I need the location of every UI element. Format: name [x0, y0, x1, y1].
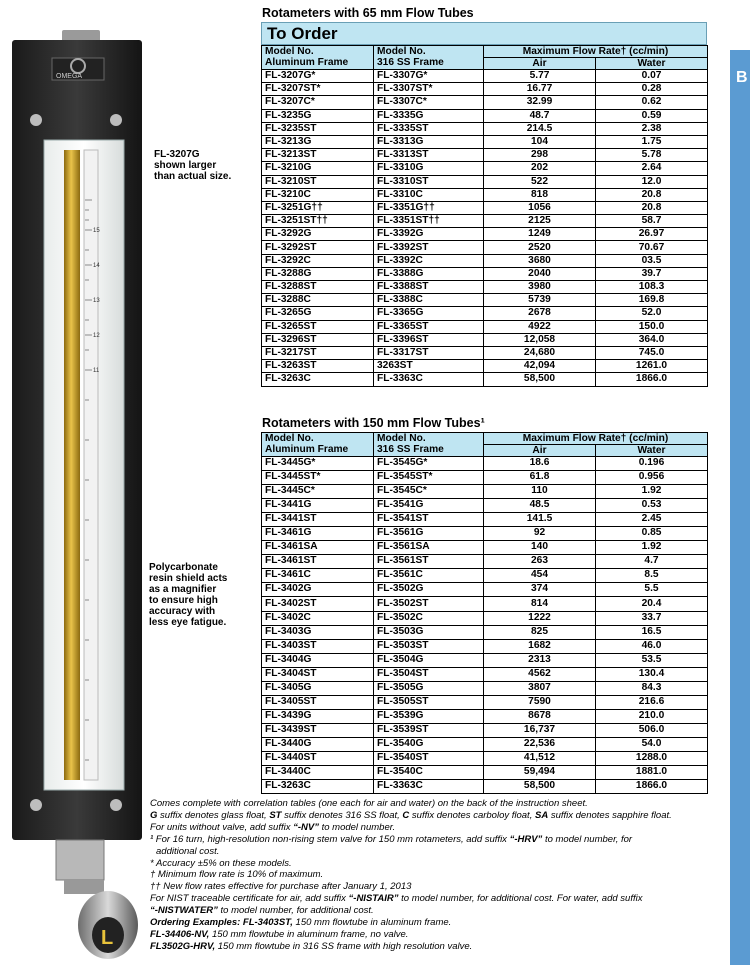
cell-water-flow: 1261.0	[596, 360, 708, 373]
cell-air-flow: 22,536	[484, 737, 596, 751]
table-row	[262, 639, 708, 653]
scale-label: 15	[93, 228, 100, 234]
cell-water-flow: 16.5	[596, 625, 708, 639]
cell-water-flow: 0.59	[596, 109, 708, 122]
cell-water-flow: 8.5	[596, 569, 708, 583]
cell-model-aluminum: FL-3288G	[262, 267, 374, 280]
table-row	[262, 513, 708, 527]
note-min-flow: † Minimum flow rate is 10% of maximum.	[150, 869, 324, 881]
cell-model-ss: FL-3335ST	[374, 122, 484, 135]
cell-model-ss: FL-3561C	[374, 569, 484, 583]
table-row	[262, 485, 708, 499]
section-65-title: Rotameters with 65 mm Flow Tubes	[262, 6, 474, 20]
table-row	[262, 555, 708, 569]
cell-air-flow: 2313	[484, 653, 596, 667]
note-new-rates: †† New flow rates effective for purchase after January 1, 2013	[150, 881, 412, 893]
knob-letter: L	[101, 927, 114, 949]
table-row	[262, 527, 708, 541]
cell-water-flow: 5.78	[596, 149, 708, 162]
cell-model-ss: FL-3502ST	[374, 597, 484, 611]
cell-water-flow: 0.28	[596, 83, 708, 96]
cell-model-aluminum: FL-3441ST	[262, 513, 374, 527]
cell-water-flow: 0.196	[596, 457, 708, 471]
cell-air-flow: 1056	[484, 201, 596, 214]
cell-model-ss: FL-3545ST*	[374, 471, 484, 485]
cell-air-flow: 374	[484, 583, 596, 597]
section-150-title: Rotameters with 150 mm Flow Tubes¹	[262, 416, 485, 430]
cell-model-ss: FL-3351ST††	[374, 215, 484, 228]
cell-model-ss: FL-3307ST*	[374, 83, 484, 96]
cell-water-flow: 70.67	[596, 241, 708, 254]
cell-model-ss: FL-3392G	[374, 228, 484, 241]
to-order-header: To Order	[261, 22, 707, 45]
cell-air-flow: 4562	[484, 667, 596, 681]
cell-model-aluminum: FL-3404G	[262, 653, 374, 667]
cell-water-flow: 0.62	[596, 96, 708, 109]
cell-model-ss: FL-3561SA	[374, 541, 484, 555]
screw-icon	[110, 799, 122, 811]
table-row	[262, 569, 708, 583]
cell-water-flow: 1.92	[596, 485, 708, 499]
cell-model-aluminum: FL-3445C*	[262, 485, 374, 499]
cell-air-flow: 1249	[484, 228, 596, 241]
cell-model-aluminum: FL-3292G	[262, 228, 374, 241]
cell-air-flow: 18.6	[484, 457, 596, 471]
cell-model-aluminum: FL-3292ST	[262, 241, 374, 254]
table-row	[262, 149, 708, 162]
cell-model-aluminum: FL-3235G	[262, 109, 374, 122]
cell-water-flow: 20.8	[596, 188, 708, 201]
cell-air-flow: 16.77	[484, 83, 596, 96]
table-row	[262, 541, 708, 555]
cell-air-flow: 59,494	[484, 766, 596, 780]
cell-water-flow: 745.0	[596, 346, 708, 359]
cell-model-ss: FL-3502G	[374, 583, 484, 597]
cell-water-flow: 20.8	[596, 201, 708, 214]
caption-shield: Polycarbonate resin shield acts as a magnifier to ensure high accuracy with less eye fatigue.	[149, 562, 228, 628]
cell-air-flow: 58,500	[484, 373, 596, 386]
cell-model-aluminum: FL-3207G*	[262, 70, 374, 83]
table-row	[262, 109, 708, 122]
cell-model-aluminum: FL-3265G	[262, 307, 374, 320]
cell-model-aluminum: FL-3461ST	[262, 555, 374, 569]
cell-air-flow: 16,737	[484, 723, 596, 737]
cell-model-aluminum: FL-3210G	[262, 162, 374, 175]
cell-model-ss: FL-3503ST	[374, 639, 484, 653]
table-row	[262, 281, 708, 294]
table-row	[262, 201, 708, 214]
col-header-flow: Maximum Flow Rate† (cc/min)	[484, 46, 708, 58]
note-correlation: Comes complete with correlation tables (one each for air and water) on the back of the instruction sheet.	[150, 798, 588, 809]
cell-model-ss: FL-3540G	[374, 737, 484, 751]
note-suffixes: G suffix denotes glass float, ST suffix denotes 316 SS float, C suffix denotes carboloy float, SA suffix denotes sapphire float.	[150, 809, 672, 821]
cell-model-aluminum: FL-3403ST	[262, 639, 374, 653]
cell-model-aluminum: FL-3402ST	[262, 597, 374, 611]
note-ordering-1: Ordering Examples: FL-3403ST, 150 mm flowtube in aluminum frame.	[150, 917, 452, 929]
table-row	[262, 625, 708, 639]
note-accuracy: * Accuracy ±5% on these models.	[150, 857, 292, 869]
cell-water-flow: 0.53	[596, 499, 708, 513]
cell-water-flow: 1866.0	[596, 780, 708, 794]
table-row	[262, 320, 708, 333]
cell-model-aluminum: FL-3402G	[262, 583, 374, 597]
footnotes	[150, 798, 750, 953]
cell-air-flow: 522	[484, 175, 596, 188]
cell-model-aluminum: FL-3441G	[262, 499, 374, 513]
cell-model-aluminum: FL-3403G	[262, 625, 374, 639]
cell-model-ss: FL-3540C	[374, 766, 484, 780]
cell-air-flow: 2678	[484, 307, 596, 320]
cell-model-ss: FL-3363C	[374, 373, 484, 386]
table-row	[262, 96, 708, 109]
cell-water-flow: 4.7	[596, 555, 708, 569]
cell-water-flow: 54.0	[596, 737, 708, 751]
cell-air-flow: 2040	[484, 267, 596, 280]
cell-model-aluminum: FL-3405ST	[262, 695, 374, 709]
table-row	[262, 267, 708, 280]
table-row	[262, 241, 708, 254]
table-row	[262, 499, 708, 513]
cell-water-flow: 0.85	[596, 527, 708, 541]
cell-water-flow: 53.5	[596, 653, 708, 667]
cell-model-aluminum: FL-3213G	[262, 135, 374, 148]
cell-air-flow: 4922	[484, 320, 596, 333]
cell-model-ss: FL-3363C	[374, 780, 484, 794]
cell-model-aluminum: FL-3207ST*	[262, 83, 374, 96]
cell-water-flow: 84.3	[596, 681, 708, 695]
cell-air-flow: 298	[484, 149, 596, 162]
table-row	[262, 751, 708, 765]
cell-water-flow: 1.92	[596, 541, 708, 555]
cell-model-ss: FL-3396ST	[374, 333, 484, 346]
side-tab-letter: B	[736, 69, 748, 86]
cell-model-aluminum: FL-3461SA	[262, 541, 374, 555]
table-65mm-body	[262, 70, 708, 387]
table-row	[262, 70, 708, 83]
cell-model-aluminum: FL-3292C	[262, 254, 374, 267]
cell-water-flow: 46.0	[596, 639, 708, 653]
flow-tube	[64, 150, 80, 780]
cell-model-ss: 3263ST	[374, 360, 484, 373]
cell-model-aluminum: FL-3405G	[262, 681, 374, 695]
cell-air-flow: 202	[484, 162, 596, 175]
table-row	[262, 294, 708, 307]
screw-icon	[30, 114, 42, 126]
table-row	[262, 766, 708, 780]
col-header-aluminum: Model No. Aluminum Frame	[262, 46, 374, 70]
cell-model-ss: FL-3541ST	[374, 513, 484, 527]
scale-label: 14	[93, 263, 100, 269]
cell-water-flow: 58.7	[596, 215, 708, 228]
cell-air-flow: 3680	[484, 254, 596, 267]
cell-air-flow: 814	[484, 597, 596, 611]
cell-air-flow: 110	[484, 485, 596, 499]
cell-model-ss: FL-3561G	[374, 527, 484, 541]
table-row	[262, 188, 708, 201]
cell-model-ss: FL-3335G	[374, 109, 484, 122]
cell-model-aluminum: FL-3445ST*	[262, 471, 374, 485]
cell-model-ss: FL-3504G	[374, 653, 484, 667]
cell-model-aluminum: FL-3440ST	[262, 751, 374, 765]
omega-logo-text: OMEGA	[56, 73, 83, 80]
cell-air-flow: 12,058	[484, 333, 596, 346]
cell-water-flow: 12.0	[596, 175, 708, 188]
screw-icon	[110, 114, 122, 126]
cell-water-flow: 26.97	[596, 228, 708, 241]
table-150mm-body	[262, 457, 708, 794]
cell-model-aluminum: FL-3217ST	[262, 346, 374, 359]
note-ordering-3: FL3502G-HRV, 150 mm flowtube in 316 SS frame with high resolution valve.	[150, 940, 473, 952]
cell-air-flow: 825	[484, 625, 596, 639]
table-row	[262, 135, 708, 148]
table-row	[262, 653, 708, 667]
rotameter-photo	[0, 0, 150, 965]
scale-strip	[84, 150, 98, 780]
cell-air-flow: 61.8	[484, 471, 596, 485]
cell-model-aluminum: FL-3251G††	[262, 201, 374, 214]
cell-water-flow: 33.7	[596, 611, 708, 625]
cell-model-ss: FL-3310ST	[374, 175, 484, 188]
cell-model-aluminum: FL-3440G	[262, 737, 374, 751]
col-header-water: Water	[596, 58, 708, 70]
cell-model-ss: FL-3307C*	[374, 96, 484, 109]
table-row	[262, 737, 708, 751]
cell-air-flow: 48.7	[484, 109, 596, 122]
cell-air-flow: 7590	[484, 695, 596, 709]
cell-air-flow: 141.5	[484, 513, 596, 527]
table-row	[262, 83, 708, 96]
cell-model-ss: FL-3505ST	[374, 695, 484, 709]
cell-air-flow: 48.5	[484, 499, 596, 513]
cell-model-ss: FL-3545C*	[374, 485, 484, 499]
table-row	[262, 307, 708, 320]
cell-model-ss: FL-3539G	[374, 709, 484, 723]
cell-water-flow: 2.45	[596, 513, 708, 527]
cell-model-ss: FL-3310G	[374, 162, 484, 175]
cell-water-flow: 5.5	[596, 583, 708, 597]
table-row	[262, 597, 708, 611]
cell-model-aluminum: FL-3440C	[262, 766, 374, 780]
cell-model-aluminum: FL-3404ST	[262, 667, 374, 681]
cell-water-flow: 210.0	[596, 709, 708, 723]
cell-model-ss: FL-3388ST	[374, 281, 484, 294]
cell-water-flow: 1866.0	[596, 373, 708, 386]
cell-model-ss: FL-3504ST	[374, 667, 484, 681]
table-row	[262, 215, 708, 228]
col-header-ss: Model No. 316 SS Frame	[374, 433, 484, 457]
table-65mm	[261, 45, 708, 387]
cell-water-flow: 0.07	[596, 70, 708, 83]
note-hrv-cont: additional cost.	[156, 845, 220, 857]
cell-water-flow: 03.5	[596, 254, 708, 267]
cell-water-flow: 2.64	[596, 162, 708, 175]
cell-model-aluminum: FL-3439ST	[262, 723, 374, 737]
scale-label: 13	[93, 298, 100, 304]
col-header-flow: Maximum Flow Rate† (cc/min)	[484, 433, 708, 445]
cell-model-ss: FL-3392C	[374, 254, 484, 267]
cell-air-flow: 42,094	[484, 360, 596, 373]
cell-model-ss: FL-3317ST	[374, 346, 484, 359]
cell-model-aluminum: FL-3265ST	[262, 320, 374, 333]
cell-air-flow: 1682	[484, 639, 596, 653]
col-header-air: Air	[484, 58, 596, 70]
cell-air-flow: 818	[484, 188, 596, 201]
cell-model-ss: FL-3505G	[374, 681, 484, 695]
col-header-air: Air	[484, 445, 596, 457]
cell-model-aluminum: FL-3439G	[262, 709, 374, 723]
cell-model-ss: FL-3541G	[374, 499, 484, 513]
cell-model-ss: FL-3307G*	[374, 70, 484, 83]
table-row	[262, 228, 708, 241]
cell-water-flow: 150.0	[596, 320, 708, 333]
scale-label: 12	[93, 333, 100, 339]
cell-air-flow: 2125	[484, 215, 596, 228]
table-row	[262, 695, 708, 709]
cell-model-ss: FL-3365ST	[374, 320, 484, 333]
cell-model-aluminum: FL-3288C	[262, 294, 374, 307]
cell-air-flow: 24,680	[484, 346, 596, 359]
cell-air-flow: 104	[484, 135, 596, 148]
table-row	[262, 162, 708, 175]
cell-water-flow: 364.0	[596, 333, 708, 346]
cell-model-aluminum: FL-3296ST	[262, 333, 374, 346]
note-nist: For NIST traceable certificate for air, add suffix “-NISTAIR” to model number, for additional cost. For water, add suffix	[150, 893, 643, 905]
cell-model-ss: FL-3392ST	[374, 241, 484, 254]
cell-water-flow: 1288.0	[596, 751, 708, 765]
cell-model-ss: FL-3561ST	[374, 555, 484, 569]
cell-model-aluminum: FL-3445G*	[262, 457, 374, 471]
col-header-ss: Model No. 316 SS Frame	[374, 46, 484, 70]
table-row	[262, 471, 708, 485]
table-row	[262, 780, 708, 794]
cell-water-flow: 1.75	[596, 135, 708, 148]
cell-air-flow: 41,512	[484, 751, 596, 765]
scale-label: 11	[93, 368, 100, 374]
cell-model-aluminum: FL-3210ST	[262, 175, 374, 188]
cell-water-flow: 0.956	[596, 471, 708, 485]
table-row	[262, 346, 708, 359]
table-row	[262, 254, 708, 267]
valve-body	[56, 840, 104, 880]
cell-air-flow: 1222	[484, 611, 596, 625]
note-nist-cont: “-NISTWATER” to model number, for additional cost.	[150, 905, 374, 917]
table-row	[262, 373, 708, 386]
cell-model-aluminum: FL-3210C	[262, 188, 374, 201]
table-row	[262, 122, 708, 135]
cell-air-flow: 32.99	[484, 96, 596, 109]
table-row	[262, 457, 708, 471]
cell-model-aluminum: FL-3461G	[262, 527, 374, 541]
cell-model-ss: FL-3388C	[374, 294, 484, 307]
table-row	[262, 723, 708, 737]
cell-water-flow: 1881.0	[596, 766, 708, 780]
cell-model-ss: FL-3540ST	[374, 751, 484, 765]
table-150mm	[261, 432, 708, 794]
cell-water-flow: 52.0	[596, 307, 708, 320]
cell-model-aluminum: FL-3263C	[262, 373, 374, 386]
table-row	[262, 175, 708, 188]
cell-model-aluminum: FL-3213ST	[262, 149, 374, 162]
table-row	[262, 333, 708, 346]
cell-water-flow: 506.0	[596, 723, 708, 737]
cell-air-flow: 214.5	[484, 122, 596, 135]
cell-model-aluminum: FL-3207C*	[262, 96, 374, 109]
cell-model-ss: FL-3351G††	[374, 201, 484, 214]
cell-air-flow: 58,500	[484, 780, 596, 794]
table-row	[262, 583, 708, 597]
cell-model-ss: FL-3502C	[374, 611, 484, 625]
note-hrv: ¹ For 16 turn, high-resolution non-rising stem valve for 150 mm rotameters, add suffix “-HRV” to model number, for	[150, 833, 633, 845]
cell-model-aluminum: FL-3263C	[262, 780, 374, 794]
cell-water-flow: 2.38	[596, 122, 708, 135]
col-header-water: Water	[596, 445, 708, 457]
cell-air-flow: 5.77	[484, 70, 596, 83]
cell-air-flow: 454	[484, 569, 596, 583]
cell-model-aluminum: FL-3402C	[262, 611, 374, 625]
table-row	[262, 611, 708, 625]
cell-water-flow: 39.7	[596, 267, 708, 280]
cell-model-aluminum: FL-3263ST	[262, 360, 374, 373]
cell-model-ss: FL-3365G	[374, 307, 484, 320]
cell-water-flow: 108.3	[596, 281, 708, 294]
cell-model-ss: FL-3313G	[374, 135, 484, 148]
cell-model-aluminum: FL-3288ST	[262, 281, 374, 294]
cell-air-flow: 92	[484, 527, 596, 541]
cell-model-aluminum: FL-3235ST	[262, 122, 374, 135]
caption-model: FL-3207G shown larger than actual size.	[154, 149, 232, 182]
cell-model-ss: FL-3503G	[374, 625, 484, 639]
cell-air-flow: 3980	[484, 281, 596, 294]
table-row	[262, 667, 708, 681]
cell-water-flow: 130.4	[596, 667, 708, 681]
table-row	[262, 709, 708, 723]
table-row	[262, 681, 708, 695]
note-ordering-2: FL-34406-NV, 150 mm flowtube in aluminum frame, no valve.	[150, 928, 409, 940]
cell-model-ss: FL-3545G*	[374, 457, 484, 471]
cell-water-flow: 169.8	[596, 294, 708, 307]
cell-air-flow: 140	[484, 541, 596, 555]
cell-model-aluminum: FL-3461C	[262, 569, 374, 583]
cell-air-flow: 8678	[484, 709, 596, 723]
cell-model-ss: FL-3310C	[374, 188, 484, 201]
cell-water-flow: 20.4	[596, 597, 708, 611]
cell-model-aluminum: FL-3251ST††	[262, 215, 374, 228]
cell-air-flow: 5739	[484, 294, 596, 307]
cell-air-flow: 3807	[484, 681, 596, 695]
screw-icon	[30, 799, 42, 811]
cell-air-flow: 2520	[484, 241, 596, 254]
table-row	[262, 360, 708, 373]
cell-model-ss: FL-3313ST	[374, 149, 484, 162]
cell-air-flow: 263	[484, 555, 596, 569]
rotameter-illustration	[0, 0, 150, 965]
cell-model-ss: FL-3388G	[374, 267, 484, 280]
cell-water-flow: 216.6	[596, 695, 708, 709]
note-no-valve: For units without valve, add suffix “-NV” to model number.	[150, 821, 396, 833]
col-header-aluminum: Model No. Aluminum Frame	[262, 433, 374, 457]
cell-model-ss: FL-3539ST	[374, 723, 484, 737]
